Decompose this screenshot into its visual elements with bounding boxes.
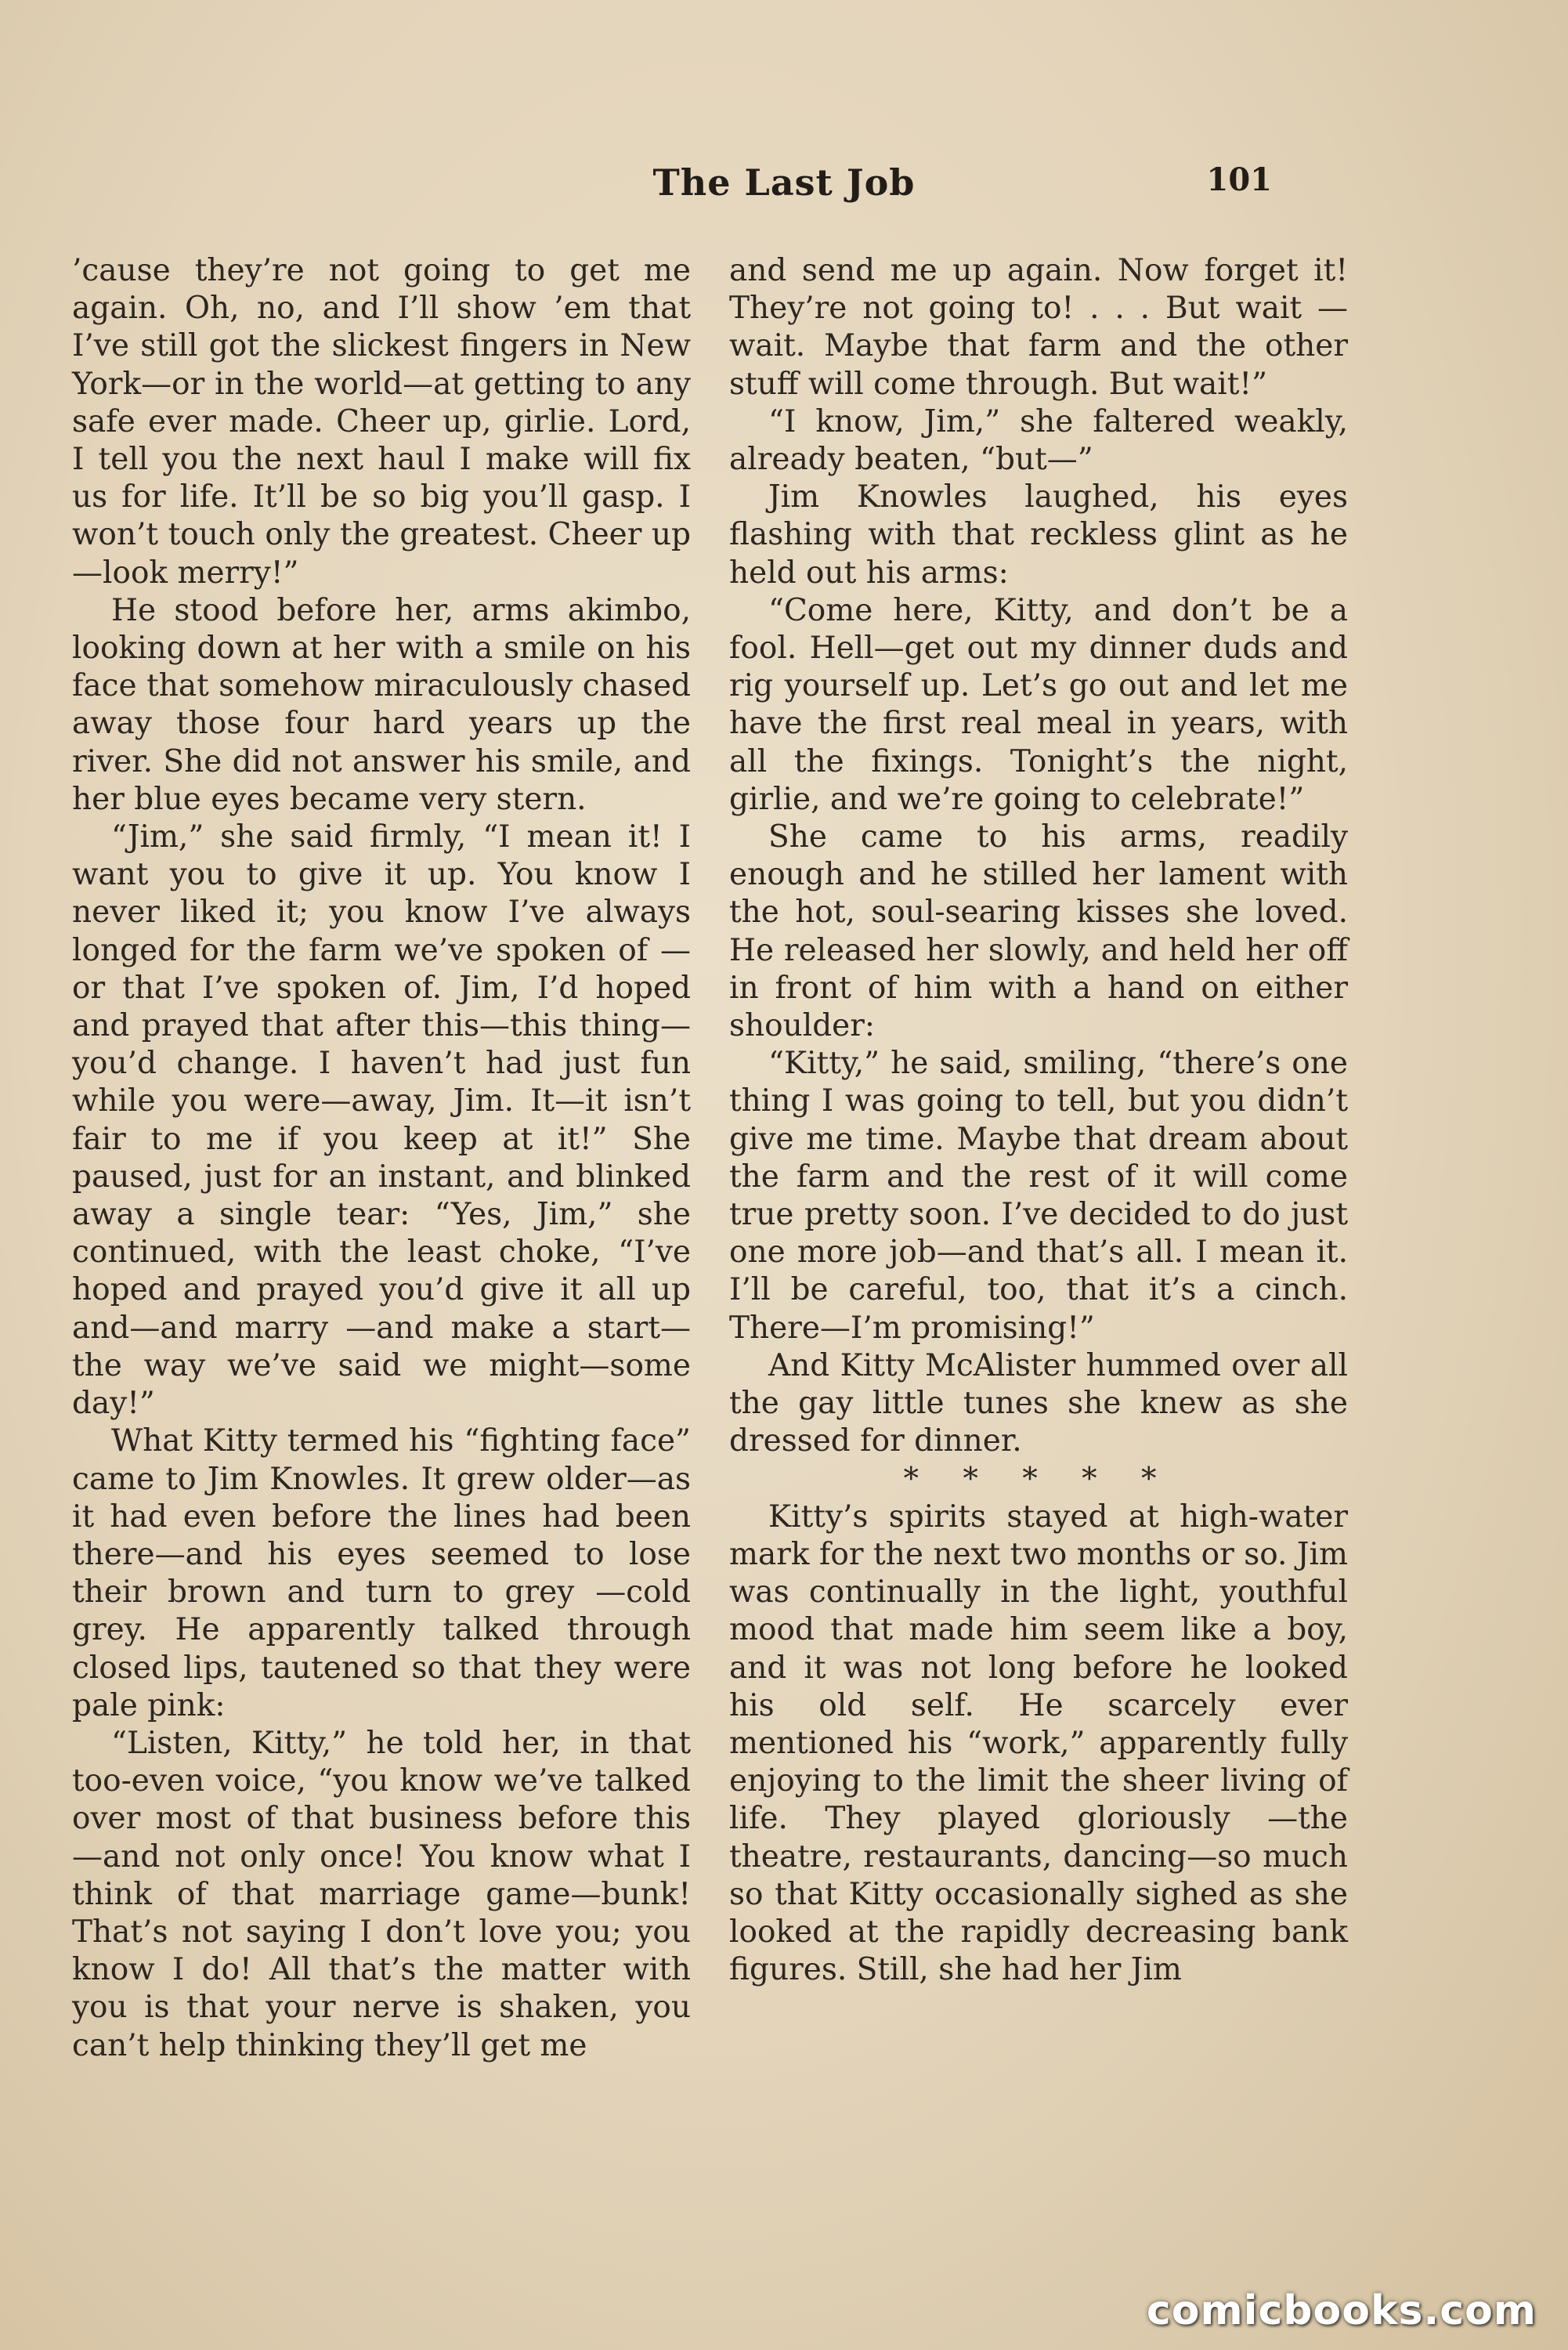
paragraph: Kitty’s spirits stayed at high-water mark for the next two months or so. Jim was continually in the light, youthful mood that made him seem like a boy, and it was not long before he looked his old self. He scarcely ever mentioned his “work,” apparently fully enjoying to the limit the sheer living of life. They played gloriously —the theatre, restaurants, dancing—so much so that Kitty occasionally sighed as she looked at the rapidly decreasing bank figures. Still, she had her Jim	[729, 1499, 1348, 1988]
page-number: 101	[1206, 161, 1272, 198]
paragraph: “Kitty,” he said, smiling, “there’s one thing I was going to tell, but you didn’t give me time. Maybe that dream about the farm and the rest of it will come true pretty soon. I’ve decided to do just one more job—and that’s all. I mean it. I’ll be careful, too, that it’s a cinch. There—I’m promising!”	[729, 1046, 1348, 1346]
page-title: The Last Job	[652, 161, 916, 204]
left-column	[72, 252, 691, 2065]
paragraph: “I know, Jim,” she faltered weakly, already beaten, “but—”	[729, 403, 1348, 478]
paragraph: And Kitty McAlister hummed over all the gay little tunes she knew as she dressed for dinner.	[729, 1347, 1348, 1459]
paragraph: “Come here, Kitty, and don’t be a fool. Hell—get out my dinner duds and rig yourself up. Let’s go out and let me have the first real meal in years, with all the fixings. Tonight’s the night, girlie, and we’re going to celebrate!”	[729, 592, 1348, 817]
section-separator: * * * * *	[903, 1461, 1174, 1497]
paragraph: “Listen, Kitty,” he told her, in that too-even voice, “you know we’ve talked over most of that business before this —and not only once! You know what I think of that marriage game—bunk! That’s not saying I don’t love you; you know I do! All that’s the matter with you is that your nerve is shaken, you can’t help thinking they’ll get me	[72, 1725, 691, 2063]
paragraph: She came to his arms, readily enough and he stilled her lament with the hot, soul-searing kisses she loved. He released her slowly, and held her off in front of him with a hand on either shoulder:	[729, 819, 1348, 1044]
page-header	[70, 161, 1498, 216]
paragraph: ’cause they’re not going to get me again. Oh, no, and I’ll show ’em that I’ve still got the slickest fingers in New York—or in the world—at getting to any safe ever made. Cheer up, girlie. Lord, I tell you the next haul I make will fix us for life. It’ll be so big you’ll gasp. I won’t touch only the greatest. Cheer up—look merry!”	[72, 253, 691, 591]
right-column	[729, 252, 1348, 1989]
paragraph: “Jim,” she said firmly, “I mean it! I want you to give it up. You know I never liked it; you know I’ve always longed for the farm we’ve spoken of —or that I’ve spoken of. Jim, I’d hoped and prayed that after this—this thing—you’d change. I haven’t had just fun while you were—away, Jim. It—it isn’t fair to me if you keep at it!” She paused, just for an instant, and blinked away a single tear: “Yes, Jim,” she continued, with the least choke, “I’ve hoped and prayed you’d give it all up and—and marry —and make a start—the way we’ve said we might—some day!”	[72, 819, 691, 1422]
paragraph: He stood before her, arms akimbo, looking down at her with a smile on his face that somehow miraculously chased away those four hard years up the river. She did not answer his smile, and her blue eyes became very stern.	[72, 592, 691, 817]
paragraph: Jim Knowles laughed, his eyes flashing with that reckless glint as he held out his arms:	[729, 479, 1348, 591]
paragraph: What Kitty termed his “fighting face” came to Jim Knowles. It grew older—as it had even before the lines had been there—and his eyes seemed to lose their brown and turn to grey —cold grey. He apparently talked through closed lips, tautened so that they were pale pink:	[72, 1423, 691, 1723]
paragraph: and send me up again. Now forget it! They’re not going to! . . . But wait —wait. Maybe that farm and the other stuff will come through. But wait!”	[729, 253, 1348, 402]
watermark: comicbooks.com	[1146, 2287, 1537, 2334]
